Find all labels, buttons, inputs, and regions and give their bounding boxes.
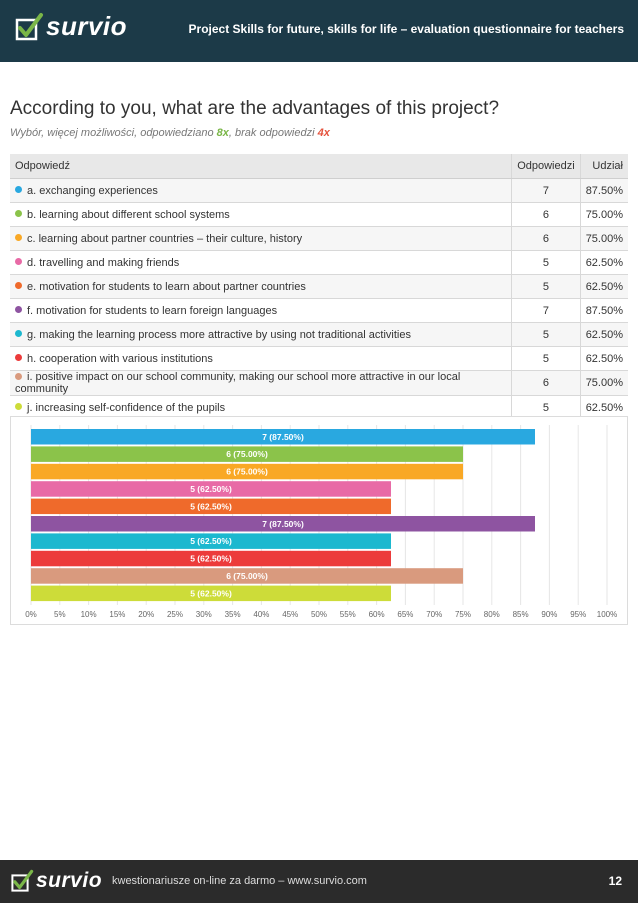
answer-label: g. making the learning process more attractive by using not traditional activities [27,328,411,341]
answer-count: 5 [512,323,580,347]
answer-label: d. travelling and making friends [27,256,180,269]
answer-count: 6 [512,203,580,227]
x-tick-label: 100% [596,610,618,619]
answer-cell [10,251,512,275]
header-share: Udział [580,154,628,179]
header-count: Odpowiedzi [512,154,580,179]
bar-data-label: 7 (87.50%) [262,431,304,442]
answer-share: 62.50% [580,396,628,420]
bar-data-label: 6 (75.00%) [226,570,268,581]
bar-data-label: 7 (87.50%) [262,518,304,529]
question-subtitle [10,127,330,139]
color-dot-icon [15,373,22,380]
answer-cell [10,299,512,323]
answer-label: c. learning about partner countries – their culture, history [27,232,303,245]
answer-count: 7 [512,299,580,323]
page-footer [0,860,638,903]
answer-label: i. positive impact on our school community, making our school more attractive in our local community [15,371,461,395]
answer-share: 75.00% [580,227,628,251]
x-tick-label: 55% [339,610,356,619]
footer-link-text[interactable]: kwestionariusze on-line za darmo – www.survio.com [112,875,367,887]
table-row [10,203,628,227]
table-header-row [10,154,628,179]
checkmark-icon [10,869,34,893]
answered-count: 8x [216,127,229,139]
logo-text: survio [46,11,128,41]
answer-share: 62.50% [580,347,628,371]
bar-data-label: 5 (62.50%) [190,588,232,599]
answer-label: j. increasing self-confidence of the pupils [27,401,226,414]
table-row [10,227,628,251]
answer-cell [10,371,512,396]
x-tick-label: 75% [454,610,472,619]
color-dot-icon [15,258,22,265]
answer-share: 87.50% [580,179,628,203]
answer-share: 62.50% [580,323,628,347]
header-answer: Odpowiedź [10,154,512,179]
color-dot-icon [15,186,22,193]
bar-chart-svg [11,417,629,626]
x-tick-label: 5% [54,610,66,619]
table-row [10,299,628,323]
answer-share: 62.50% [580,275,628,299]
table-row [10,371,628,396]
answer-cell [10,323,512,347]
answer-count: 5 [512,396,580,420]
page-number: 12 [608,874,622,888]
answer-label: h. cooperation with various institutions [27,352,213,365]
x-tick-label: 35% [224,610,241,619]
x-tick-label: 60% [368,610,385,619]
color-dot-icon [15,210,22,217]
x-tick-label: 25% [166,610,184,619]
footer-logo [10,869,102,893]
color-dot-icon [15,282,22,289]
x-tick-label: 90% [541,610,558,619]
answers-table [10,154,628,420]
color-dot-icon [15,403,22,410]
color-dot-icon [15,354,22,361]
answer-label: f. motivation for students to learn foreign languages [27,304,278,317]
answer-share: 62.50% [580,251,628,275]
x-tick-label: 30% [195,610,212,619]
survio-logo [14,11,127,42]
answer-count: 7 [512,179,580,203]
checkmark-icon [14,12,44,42]
bar-data-label: 5 (62.50%) [190,536,232,547]
answer-share: 75.00% [580,203,628,227]
table-row [10,275,628,299]
x-tick-label: 20% [138,610,155,619]
x-tick-label: 80% [483,610,500,619]
table-row [10,323,628,347]
x-tick-label: 95% [570,610,587,619]
x-tick-label: 45% [282,610,299,619]
answer-cell [10,203,512,227]
bar-data-label: 5 (62.50%) [190,501,232,512]
answer-label: e. motivation for students to learn about partner countries [27,280,306,293]
bar-data-label: 5 (62.50%) [190,483,232,494]
subtitle-prefix: Wybór, więcej możliwości, odpowiedziano [10,127,217,139]
answer-share: 75.00% [580,371,628,396]
answer-count: 5 [512,275,580,299]
bar-chart [10,416,628,625]
x-tick-label: 50% [310,610,328,619]
answer-count: 6 [512,371,580,396]
x-tick-label: 40% [253,610,270,619]
answer-cell [10,227,512,251]
table-row [10,251,628,275]
answer-count: 6 [512,227,580,251]
color-dot-icon [15,306,22,313]
bar-data-label: 6 (75.00%) [226,449,268,460]
x-tick-label: 15% [109,610,126,619]
answer-count: 5 [512,347,580,371]
answer-share: 87.50% [580,299,628,323]
page-header [0,0,638,62]
answer-label: b. learning about different school systems [27,208,230,221]
footer-logo-text: survio [36,869,103,892]
x-tick-label: 65% [397,610,414,619]
unanswered-count: 4x [317,127,330,139]
color-dot-icon [15,234,22,241]
subtitle-middle: , brak odpowiedzi [228,127,318,139]
question-title: According to you, what are the advantages of this project? [10,98,500,119]
bar-data-label: 6 (75.00%) [226,466,268,477]
table-row [10,347,628,371]
x-tick-label: 70% [426,610,443,619]
x-tick-label: 10% [80,610,97,619]
answer-cell [10,179,512,203]
table-body [10,179,628,420]
answer-label: a. exchanging experiences [27,184,158,197]
bar-data-label: 5 (62.50%) [190,553,232,564]
answer-cell [10,347,512,371]
color-dot-icon [15,330,22,337]
x-tick-label: 0% [25,610,37,619]
answer-cell [10,275,512,299]
answer-count: 5 [512,251,580,275]
table-row [10,179,628,203]
document-title: Project Skills for future, skills for life – evaluation questionnaire for teachers [188,22,624,36]
x-tick-label: 85% [512,610,529,619]
